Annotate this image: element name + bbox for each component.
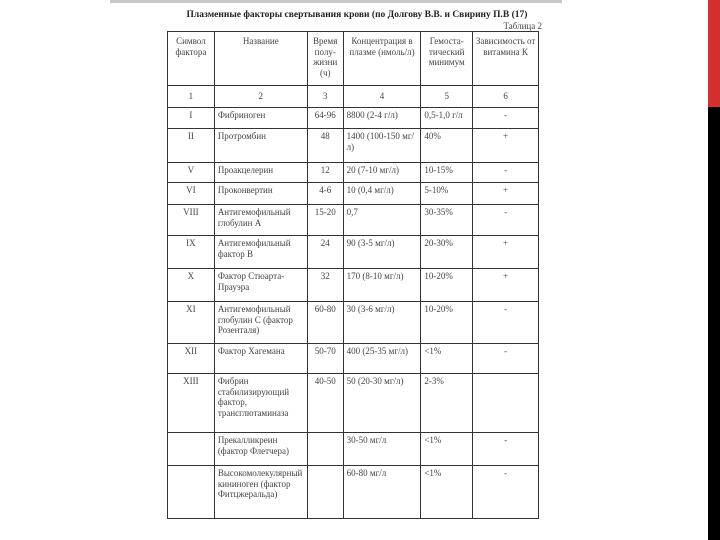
- vitamin-k-dependence: -: [473, 466, 539, 519]
- header-cell: Концентрация в плазме (нмоль/л): [343, 32, 421, 86]
- plasma-concentration: 10 (0,4 мг/л): [343, 183, 421, 205]
- vitamin-k-dependence: -: [473, 302, 539, 344]
- factor-name: Проконвертин: [214, 183, 307, 205]
- factor-symbol: I: [168, 108, 215, 129]
- factor-symbol: X: [168, 269, 215, 302]
- table-row: [168, 374, 539, 433]
- column-number: 4: [343, 86, 421, 108]
- hemostatic-minimum: 10-20%: [421, 269, 473, 302]
- table-row: [168, 269, 539, 302]
- half-life: 32: [307, 269, 343, 302]
- factor-name: Прекалликреин (фактор Флетчера): [214, 433, 307, 466]
- factor-name: Фактор Стюарта-Прауэра: [214, 269, 307, 302]
- plasma-concentration: 20 (7-10 мг/л): [343, 163, 421, 183]
- table-row: [168, 129, 539, 163]
- factor-symbol: [168, 466, 215, 519]
- hemostatic-minimum: <1%: [421, 433, 473, 466]
- table-row: [168, 163, 539, 183]
- header-cell: Название: [214, 32, 307, 86]
- vitamin-k-dependence: +: [473, 269, 539, 302]
- hemostatic-minimum: 2-3%: [421, 374, 473, 433]
- column-number: 3: [307, 86, 343, 108]
- plasma-concentration: 30 (3-6 мг/л): [343, 302, 421, 344]
- header-cell: Гемоста-тический минимум: [421, 32, 473, 86]
- half-life: 4-6: [307, 183, 343, 205]
- hemostatic-minimum: <1%: [421, 344, 473, 374]
- vitamin-k-dependence: -: [473, 344, 539, 374]
- table-row: [168, 466, 539, 519]
- half-life: 12: [307, 163, 343, 183]
- hemostatic-minimum: 10-15%: [421, 163, 473, 183]
- half-life: [307, 433, 343, 466]
- half-life: [307, 466, 343, 519]
- factor-symbol: XI: [168, 302, 215, 344]
- half-life: 48: [307, 129, 343, 163]
- plasma-concentration: 400 (25-35 мг/л): [343, 344, 421, 374]
- plasma-concentration: 90 (3-5 мг/л): [343, 236, 421, 269]
- plasma-concentration: 30-50 мг/л: [343, 433, 421, 466]
- table-row: [168, 433, 539, 466]
- factor-name: Фибрин стабилизирующий фактор, трансглютаминаза: [214, 374, 307, 433]
- plasma-concentration: 170 (8-10 мг/л): [343, 269, 421, 302]
- header-row: [168, 32, 539, 86]
- column-number: 5: [421, 86, 473, 108]
- half-life: 50-70: [307, 344, 343, 374]
- vitamin-k-dependence: [473, 374, 539, 433]
- plasma-concentration: 60-80 мг/л: [343, 466, 421, 519]
- hemostatic-minimum: 40%: [421, 129, 473, 163]
- column-number-row: [168, 86, 539, 108]
- table-row: [168, 302, 539, 344]
- half-life: 40-50: [307, 374, 343, 433]
- factor-name: Антигемофильный глобулин А: [214, 205, 307, 236]
- vitamin-k-dependence: -: [473, 108, 539, 129]
- factor-symbol: V: [168, 163, 215, 183]
- factor-name: Проакцелерин: [214, 163, 307, 183]
- column-number: 6: [473, 86, 539, 108]
- hemostatic-minimum: 30-35%: [421, 205, 473, 236]
- header-cell: Символ фактора: [168, 32, 215, 86]
- column-number: 2: [214, 86, 307, 108]
- column-number: 1: [168, 86, 215, 108]
- factor-symbol: VI: [168, 183, 215, 205]
- table-row: [168, 236, 539, 269]
- factor-symbol: XIII: [168, 374, 215, 433]
- vitamin-k-dependence: +: [473, 183, 539, 205]
- table-row: [168, 108, 539, 129]
- top-divider: [110, 0, 562, 3]
- hemostatic-minimum: <1%: [421, 466, 473, 519]
- table-label: Таблица 2: [503, 21, 542, 31]
- plasma-concentration: 0,7: [343, 205, 421, 236]
- factor-symbol: XII: [168, 344, 215, 374]
- table-row: [168, 344, 539, 374]
- factor-symbol: VIII: [168, 205, 215, 236]
- factor-symbol: [168, 433, 215, 466]
- factor-name: Протромбин: [214, 129, 307, 163]
- document-title: Плазменные факторы свертывания крови (по Долгову В.В. и Свирину П.В (17): [186, 10, 528, 20]
- vitamin-k-dependence: +: [473, 236, 539, 269]
- plasma-concentration: 1400 (100-150 мг/л): [343, 129, 421, 163]
- plasma-concentration: 50 (20-30 мг/л): [343, 374, 421, 433]
- half-life: 15-20: [307, 205, 343, 236]
- factor-symbol: IX: [168, 236, 215, 269]
- plasma-concentration: 8800 (2-4 г/л): [343, 108, 421, 129]
- header-cell: Зависимость от витамина К: [473, 32, 539, 86]
- factor-name: Высокомолекулярный кининоген (фактор Фитцжеральда): [214, 466, 307, 519]
- factor-name: Антигемофильный фактор В: [214, 236, 307, 269]
- side-bar: [708, 107, 720, 540]
- header-cell: Время полу-жизни (ч): [307, 32, 343, 86]
- vitamin-k-dependence: +: [473, 129, 539, 163]
- half-life: 64-96: [307, 108, 343, 129]
- hemostatic-minimum: 0,5-1,0 г/л: [421, 108, 473, 129]
- half-life: 60-80: [307, 302, 343, 344]
- accent-bar: [708, 0, 720, 107]
- factor-name: Фибриноген: [214, 108, 307, 129]
- hemostatic-minimum: 5-10%: [421, 183, 473, 205]
- factor-name: Фактор Хагемана: [214, 344, 307, 374]
- factor-symbol: II: [168, 129, 215, 163]
- half-life: 24: [307, 236, 343, 269]
- hemostatic-minimum: 10-20%: [421, 302, 473, 344]
- table-row: [168, 183, 539, 205]
- table-row: [168, 205, 539, 236]
- coagulation-factors-table: [167, 31, 539, 519]
- vitamin-k-dependence: -: [473, 163, 539, 183]
- hemostatic-minimum: 20-30%: [421, 236, 473, 269]
- vitamin-k-dependence: -: [473, 433, 539, 466]
- vitamin-k-dependence: -: [473, 205, 539, 236]
- factor-name: Антигемофильный глобулин С (фактор Розенталя): [214, 302, 307, 344]
